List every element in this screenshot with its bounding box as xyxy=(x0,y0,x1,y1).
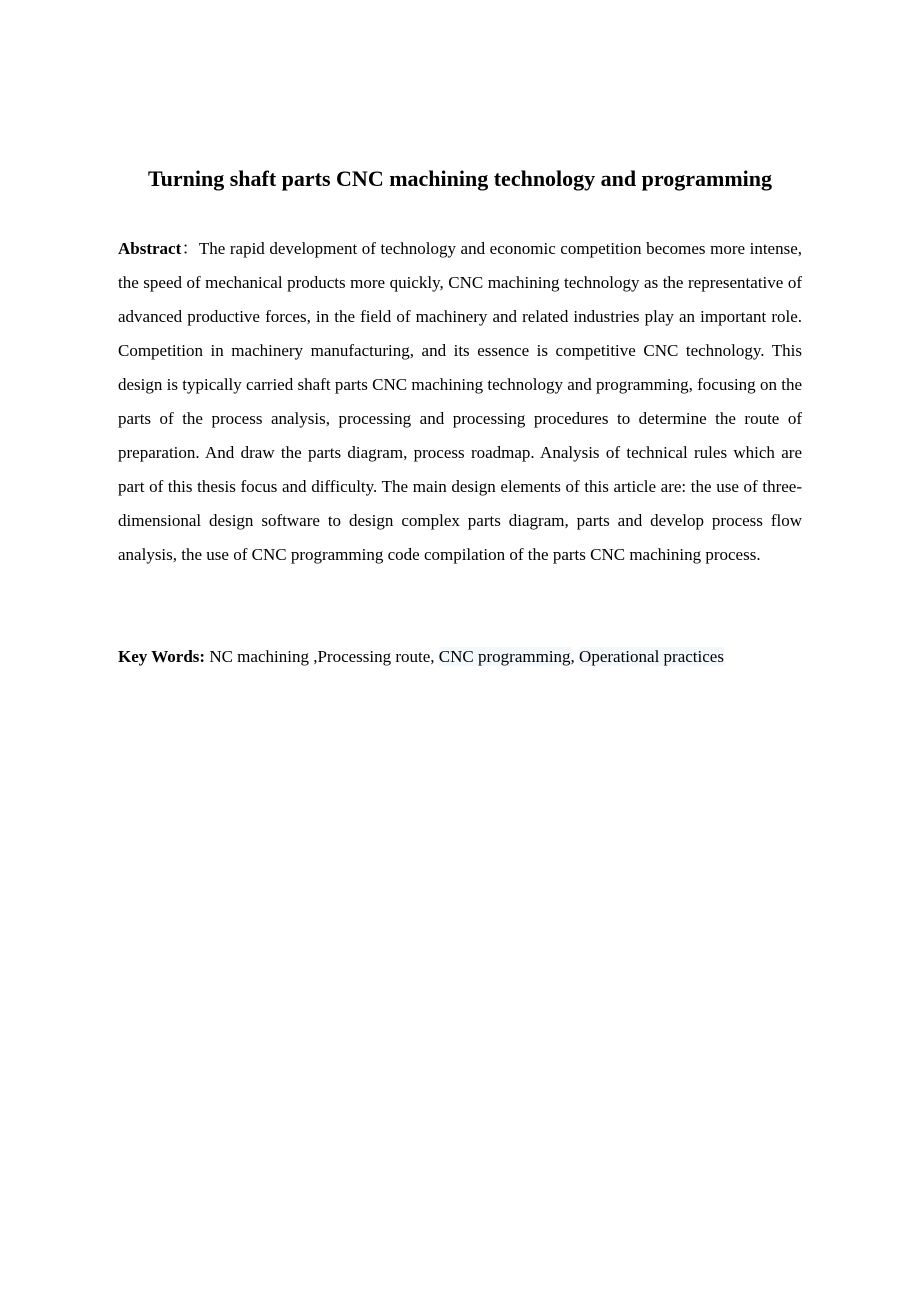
keyword-separator: , xyxy=(570,647,580,666)
keywords-label: Key Words: xyxy=(118,647,206,666)
keyword-item-highlighted: Operational practices xyxy=(579,647,724,666)
keyword-item: Processing route, xyxy=(317,647,439,666)
abstract-label: Abstract xyxy=(118,239,182,258)
keywords-line xyxy=(118,640,818,674)
abstract-paragraph xyxy=(118,232,802,572)
document-title: Turning shaft parts CNC machining technology and programming xyxy=(147,166,773,191)
keyword-item: NC machining , xyxy=(209,647,318,666)
keyword-item-highlighted: CNC programming xyxy=(438,647,571,666)
abstract-separator: ： xyxy=(181,239,199,258)
abstract-text: The rapid development of technology and economic competition becomes more intense, the speed of mechanical products more quickly, CNC machining technology as the representative of advanced productive forces, in the field of machinery and related industries play an important role. Competition in machinery manufacturing, and its essence is competitive CNC technology. This design is typically carried shaft parts CNC machining technology and programming, focusing on the parts of the process analysis, processing and processing procedures to determine the route of preparation. And draw the parts diagram, process roadmap. Analysis of technical rules which are part of this thesis focus and difficulty. The main design elements of this article are: the use of three-dimensional design software to design complex parts diagram, parts and develop process flow analysis, the use of CNC programming code compilation of the parts CNC machining process. xyxy=(118,239,802,564)
